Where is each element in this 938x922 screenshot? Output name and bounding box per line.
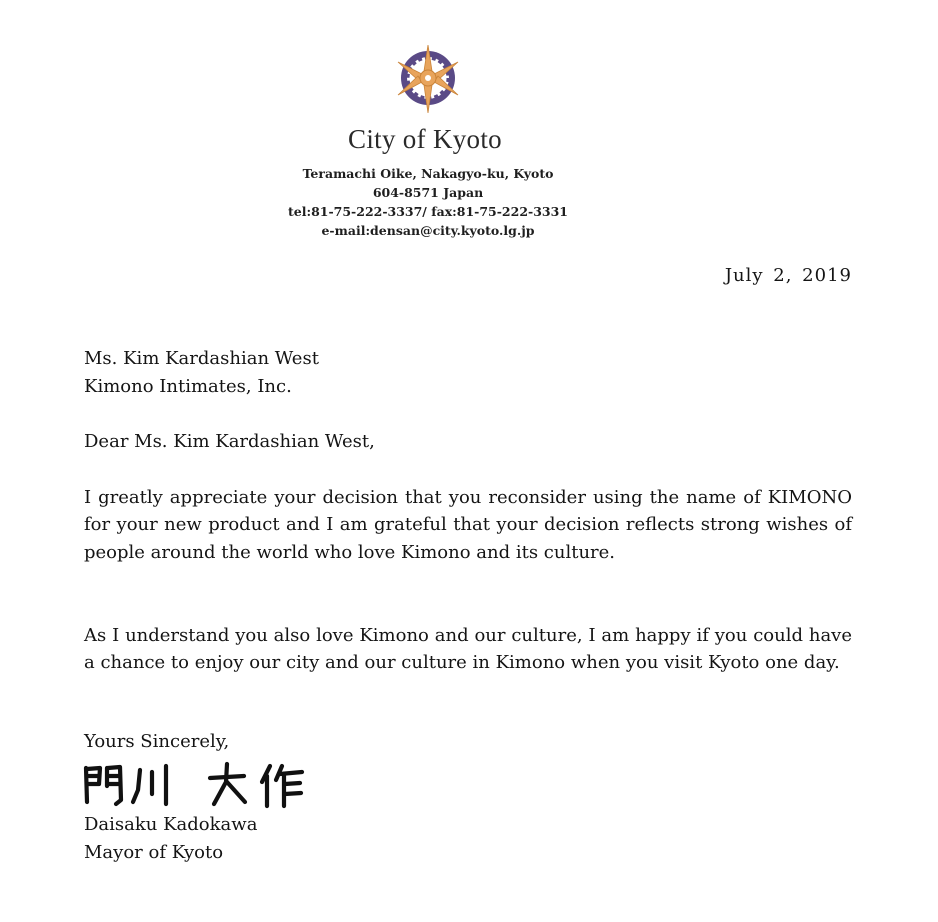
signer-name: Daisaku Kadokawa [84, 814, 258, 835]
kyoto-city-emblem-icon [396, 45, 460, 115]
letter-date: July 2, 2019 [724, 265, 852, 286]
letterhead-org-name: City of Kyoto [348, 124, 502, 154]
handwritten-signature [80, 760, 320, 810]
letterhead-email-line: e-mail:densan@city.kyoto.lg.jp [321, 223, 535, 238]
body-paragraph-2: As I understand you also love Kimono and our culture, I am happy if you could have a chance to enjoy our city and our culture in Kimono when you visit Kyoto one day. [84, 625, 852, 674]
letterhead-address-line1: Teramachi Oike, Nakagyo-ku, Kyoto [302, 166, 554, 181]
salutation: Dear Ms. Kim Kardashian West, [84, 431, 375, 452]
body-paragraph-1: I greatly appreciate your decision that you reconsider using the name of KIMONO for your new product and I am grateful that your decision reflects strong wishes of people around the world who love Kimono and its culture. [84, 487, 852, 563]
recipient-name: Ms. Kim Kardashian West [84, 348, 319, 369]
closing: Yours Sincerely, [84, 731, 230, 752]
letterhead-address-line2: 604-8571 Japan [372, 185, 484, 200]
letterhead-contact-line: tel:81-75-222-3337/ fax:81-75-222-3331 [287, 204, 569, 219]
signer-title: Mayor of Kyoto [84, 842, 224, 863]
recipient-company: Kimono Intimates, Inc. [84, 376, 292, 397]
